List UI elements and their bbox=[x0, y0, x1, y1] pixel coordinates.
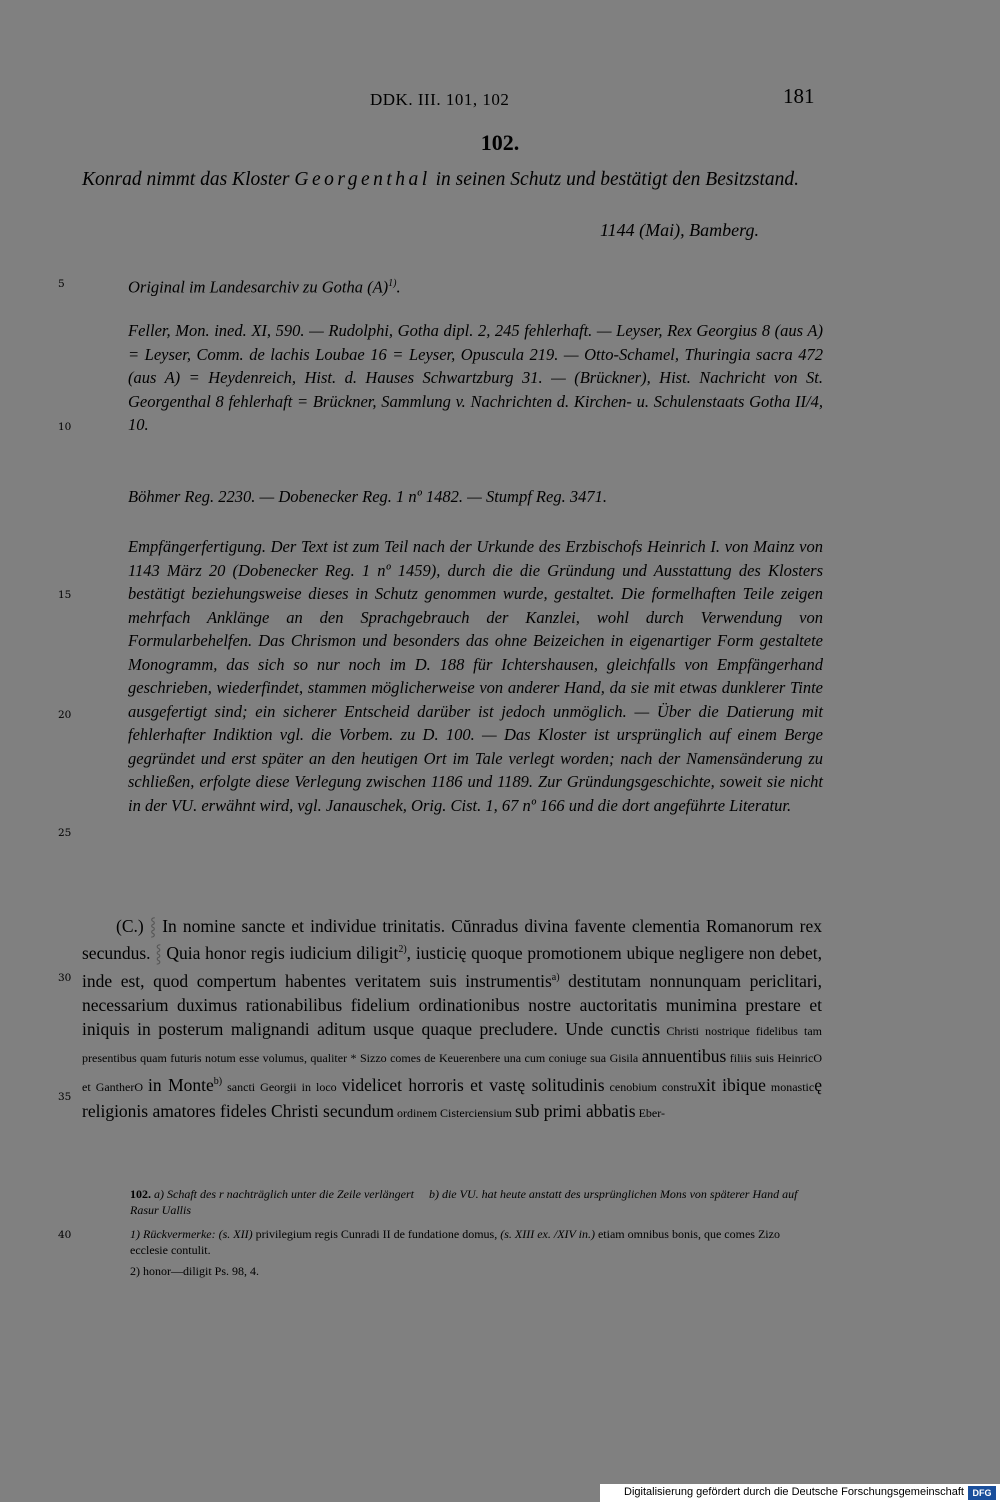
page-number: 181 bbox=[783, 84, 815, 108]
running-head: DDK. III. 101, 102 bbox=[370, 90, 510, 109]
footnote-1: 1) Rückvermerke: (s. XII) privilegium regis Cunradi II de fundatione domus, (s. XIII ex. /XIV in.) etiam omnibus bonis, que comes Zizo ecclesie contulit. bbox=[130, 1227, 780, 1257]
charter-text: (C.) ⸾ In nomine sancte et individue trinitatis. Cŭnradus divina favente clementia Romanorum rex secundus. ⸾ Quia honor regis iudicium diligit$^{2)}$, iusticię quoque promotionem ubique negligere non debet, inde est, quod compertum habentes veritatem suis instrumentis$^{a)}$ destitutam nonnunquam periclitari, necessarium duximus rationabilibus fidelium ordinationibus nostre auctoritatis munimina prestare et iniquis in posterum malignandi aditum usque quaque precludere. Unde cunctis Christi nostrique fidelibus tam presentibus quam futuris notum esse volumus, qualiter * Sizzo comes de Keuerenbere una cum coniuge sua Gisila annuentibus filiis suis HeinricO et GantherO in Monte$^{b)}$ sancti Georgii in loco videlicet horroris et vastę solitudinis cenobium construxit ibique monasticę religionis amatores fideles Christi secundum ordinem Cisterciensium sub primi abbatis Eber- bbox=[82, 916, 823, 1122]
line-number: 30 bbox=[58, 972, 72, 984]
line-number: 10 bbox=[58, 421, 72, 433]
funding-credit: Digitalisierung gefördert durch die Deutsche Forschungsgemeinschaft bbox=[624, 1486, 964, 1498]
dateline: 1144 (Mai), Bamberg. bbox=[600, 220, 759, 240]
document-number: 102. bbox=[480, 130, 520, 155]
footnote-variants: 102. a) Schaft des r nachträglich unter die Zeile verlängert b) die VU. hat heute anstatt des ursprünglichen Mons von späterer Hand auf Rasur Uallis bbox=[130, 1187, 798, 1217]
commentary: Empfängerfertigung. Der Text ist zum Teil nach der Urkunde des Erzbischofs Heinrich I. von Mainz von 1143 März 20 (Dobenecker Reg. 1 nº 1459), durch die die Gründung und Ausstattung des Klosters bestätigt beziehungsweise dieses in Schutz genommen wurde, gestaltet. Die formelhaften Teile zeigen mehrfach Anklänge an den Sprachgebrauch der Kanzlei, wohl durch Verwendung von Formularbehelfen. Das Chrismon und besonders das ohne Beizeichen in eigenartiger Form gestaltete Monogramm, das sich so nur noch im D. 188 für Ichtershausen, gleichfalls von Empfängerhand geschrieben, wiederfindet, stammen möglicherweise von anderer Hand, da sie mit etwas dunklerer Tinte ausgefertigt sind; ein sicherer Entscheid darüber ist jedoch unmöglich. — Über die Datierung mit fehlerhafter Indiktion vgl. die Vorbem. zu D. 100. — Das Kloster ist ursprünglich auf einem Berge gegründet und erst später an den heutigen Ort im Tale verlegt worden; nach der Namensänderung zu schließen, erfolgte diese Verlegung zwischen 1186 und 1189. Zur Gründungsgeschichte, soweit sie nicht in der VU. erwähnt wird, vgl. Janauschek, Orig. Cist. 1, 67 nº 166 und die dort angeführte Literatur. bbox=[128, 537, 823, 815]
mark-sign: ⸾ bbox=[149, 916, 157, 936]
line-number: 25 bbox=[58, 827, 72, 839]
footnote-doc-ref: 102. bbox=[130, 1187, 151, 1201]
chrismon: (C.) bbox=[116, 916, 144, 936]
footnote-ref: a) bbox=[551, 971, 560, 983]
footnote-ref: 2) bbox=[398, 944, 407, 956]
page-header bbox=[0, 84, 1000, 114]
footnote-2: 2) honor—diligit Ps. 98, 4. bbox=[130, 1264, 260, 1278]
line-number: 20 bbox=[58, 709, 72, 721]
line-number: 15 bbox=[58, 589, 72, 601]
regests-list: Böhmer Reg. 2230. — Dobenecker Reg. 1 nº 1482. — Stumpf Reg. 3471. bbox=[128, 487, 607, 506]
funding-footer bbox=[600, 1484, 1000, 1502]
line-number: 40 bbox=[58, 1229, 72, 1241]
mark-sign: ⸾ bbox=[155, 943, 162, 964]
editions-list: Feller, Mon. ined. XI, 590. — Rudolphi, Gotha dipl. 2, 245 fehlerhaft. — Leyser, Rex Georgius 8 (aus A) = Leyser, Comm. de lachis Loubae 16 = Leyser, Opuscula 219. — Otto-Schamel, Thuringia sacra 472 (aus A) = Heydenreich, Hist. d. Hauses Schwartzburg 31. — (Brückner), Hist. Nachricht von St. Georgenthal 8 fehlerhaft = Brückner, Sammlung v. Nachrichten d. Kirchen- u. Schulenstaats Gotha II/4, 10. bbox=[128, 321, 823, 434]
original-note: Original im Landesarchiv zu Gotha $(A)^{1)}$. bbox=[128, 277, 401, 297]
regest: Konrad nimmt das Kloster Georgenthal in seinen Schutz und bestätigt den Besitzstand. bbox=[82, 169, 800, 190]
footnote-ref: b) bbox=[213, 1076, 223, 1088]
regest-place-name: Georgenthal bbox=[294, 169, 431, 190]
line-number: 5 bbox=[58, 278, 65, 290]
line-number: 35 bbox=[58, 1091, 72, 1103]
dfg-logo: DFG bbox=[968, 1486, 996, 1500]
footnote-ref: 1) bbox=[388, 278, 397, 289]
